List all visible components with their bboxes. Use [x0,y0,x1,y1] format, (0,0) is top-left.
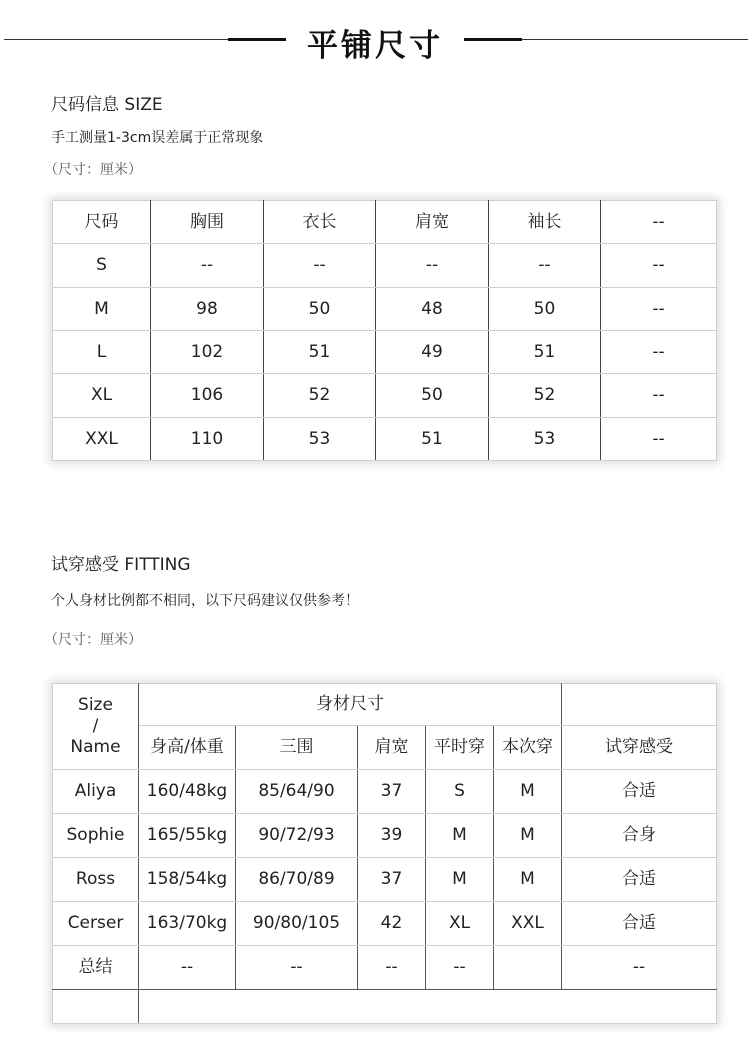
fitting-cell: M [494,770,562,814]
size-cell: 106 [151,374,264,417]
table-row [53,858,717,902]
size-cell: -- [376,244,489,287]
blank-cell [139,990,717,1024]
size-cell: S [53,244,151,287]
table-row [53,244,717,287]
fitting-cell: 165/55kg [139,814,236,858]
size-col-header: -- [601,201,717,244]
size-cell: 48 [376,287,489,330]
fitting-cell: 160/48kg [139,770,236,814]
fitting-cell: M [494,814,562,858]
fitting-cell [494,946,562,990]
header-rule-right [521,39,748,40]
size-col-header: 肩宽 [376,201,489,244]
fitting-cell: 37 [358,858,426,902]
table-row [53,330,717,373]
size-col-header: 尺码 [53,201,151,244]
size-cell: -- [151,244,264,287]
size-section-unit: （尺寸：厘米） [44,162,142,178]
fitting-section-note: 个人身材比例都不相同，以下尺码建议仅供参考！ [51,593,359,609]
table-row [53,287,717,330]
size-cell: XXL [53,417,151,460]
page-title: 平铺尺寸 [307,28,443,64]
size-cell: 50 [376,374,489,417]
size-col-header: 胸围 [151,201,264,244]
size-cell: 51 [264,330,376,373]
fitting-header-row [53,726,717,770]
fitting-cell: 37 [358,770,426,814]
fitting-section-title: 试穿感受 FITTING [51,555,191,575]
fitting-col-header: 肩宽 [358,726,426,770]
body-measure-group-header: 身材尺寸 [139,684,562,726]
fitting-cell: Aliya [53,770,139,814]
table-row [53,417,717,460]
table-row [53,814,717,858]
fitting-section-unit: （尺寸：厘米） [44,632,142,648]
fitting-group-header-row [53,684,717,726]
size-cell: XL [53,374,151,417]
fitting-cell: 39 [358,814,426,858]
summary-label: 总结 [53,946,139,990]
fitting-cell: M [426,858,494,902]
fitting-cell: -- [426,946,494,990]
header-bar-right [464,38,522,41]
size-cell: 102 [151,330,264,373]
fitting-table [52,683,717,1024]
size-table [52,200,717,461]
size-cell: -- [601,374,717,417]
size-cell: -- [601,330,717,373]
fitting-cell: 158/54kg [139,858,236,902]
fitting-cell: -- [562,946,717,990]
fitting-col-header: 三围 [236,726,358,770]
size-cell: -- [489,244,601,287]
blank-cell [53,990,139,1024]
table-row [53,770,717,814]
fitting-cell: 合适 [562,770,717,814]
size-cell: 53 [489,417,601,460]
size-cell: 52 [489,374,601,417]
fitting-table-card [52,683,717,1024]
fitting-cell: M [494,858,562,902]
fitting-col-header: 试穿感受 [562,726,717,770]
size-name-corner-label: Size / Name [53,684,139,770]
size-table-card [52,200,717,461]
size-col-header: 袖长 [489,201,601,244]
empty-header-cell [562,684,717,726]
fitting-cell: Sophie [53,814,139,858]
size-cell: 53 [264,417,376,460]
page-header [0,18,750,62]
summary-row [53,946,717,990]
size-section-note: 手工测量1-3cm误差属于正常现象 [51,130,264,146]
table-row [53,902,717,946]
fitting-cell: XXL [494,902,562,946]
fitting-col-header: 本次穿 [494,726,562,770]
size-cell: M [53,287,151,330]
size-cell: 110 [151,417,264,460]
fitting-cell: 163/70kg [139,902,236,946]
fitting-cell: XL [426,902,494,946]
size-cell: 49 [376,330,489,373]
fitting-cell: -- [236,946,358,990]
fitting-cell: 85/64/90 [236,770,358,814]
size-section-title: 尺码信息 SIZE [51,95,163,115]
fitting-cell: 合身 [562,814,717,858]
size-cell: 51 [376,417,489,460]
fitting-cell: 合适 [562,902,717,946]
size-cell: 98 [151,287,264,330]
fitting-col-header: 身高/体重 [139,726,236,770]
size-cell: 50 [264,287,376,330]
fitting-cell: 86/70/89 [236,858,358,902]
fitting-cell: 合适 [562,858,717,902]
size-cell: 50 [489,287,601,330]
fitting-cell: -- [139,946,236,990]
table-row [53,374,717,417]
size-col-header: 衣长 [264,201,376,244]
fitting-cell: -- [358,946,426,990]
size-cell: -- [601,417,717,460]
fitting-cell: Cerser [53,902,139,946]
fitting-cell: 90/72/93 [236,814,358,858]
size-cell: -- [264,244,376,287]
fitting-cell: 90/80/105 [236,902,358,946]
size-cell: L [53,330,151,373]
size-cell: -- [601,287,717,330]
fitting-cell: M [426,814,494,858]
size-cell: -- [601,244,717,287]
fitting-cell: Ross [53,858,139,902]
fitting-cell: 42 [358,902,426,946]
fitting-cell: S [426,770,494,814]
size-table-header-row [53,201,717,244]
fitting-col-header: 平时穿 [426,726,494,770]
blank-row [53,990,717,1024]
size-cell: 51 [489,330,601,373]
size-cell: 52 [264,374,376,417]
